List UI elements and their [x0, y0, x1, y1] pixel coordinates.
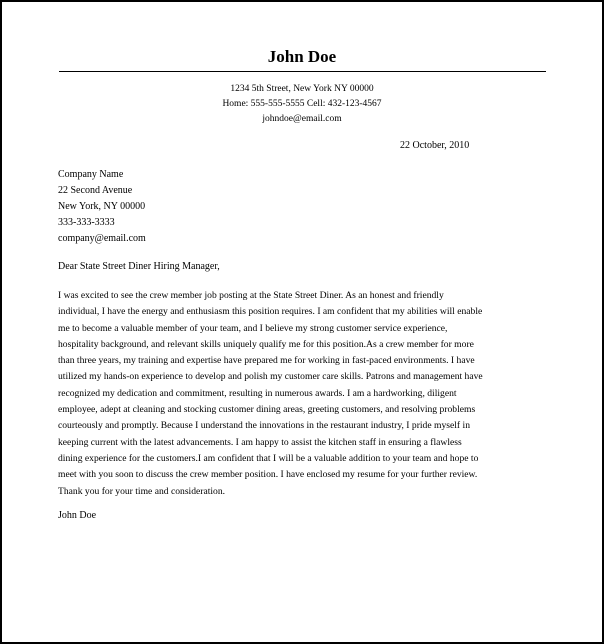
- sender-contact-block: [2, 82, 602, 127]
- body-line: than three years, my training and expertise have prepared me for working in fast-paced environments. I have: [58, 355, 475, 367]
- signoff-name: John Doe: [58, 510, 97, 521]
- header-divider: [59, 71, 546, 72]
- salutation: Dear State Street Diner Hiring Manager,: [58, 261, 220, 272]
- body-line: individual, I have the energy and enthusiasm this position requires. I am confident that my abilities will enable: [58, 306, 483, 318]
- body-line: dining experience for the customers.I am confident that I will be a valuable addition to your team and hope to: [58, 452, 479, 464]
- body-line: I was excited to see the crew member job posting at the State Street Diner. As an honest and friendly: [58, 290, 444, 301]
- recipient-company: Company Name: [58, 169, 124, 180]
- sender-name: John Doe: [267, 47, 337, 66]
- body-line: utilized my hands-on experience to develop and polish my customer care skills. Patrons and management have: [58, 371, 483, 383]
- letter-date: 22 October, 2010: [400, 140, 470, 151]
- sender-email: johndoe@email.com: [262, 114, 342, 124]
- recipient-email: company@email.com: [58, 233, 146, 244]
- sender-address: 1234 5th Street, New York NY 00000: [230, 84, 374, 94]
- body-line: meet with you soon to discuss the crew member position. I have enclosed my resume for your further review.: [58, 469, 478, 481]
- body-line: courteously and promptly. Because I understand the innovations in the restaurant industry, I pride myself in: [58, 420, 470, 432]
- body-line: me to become a valuable member of your team, and I believe my strong customer service experience,: [58, 322, 448, 334]
- body-line: hospitality background, and relevant skills uniquely qualify me for this position.As a crew member for more: [58, 338, 474, 350]
- recipient-block: [58, 167, 146, 247]
- body-line: recognized my dedication and commitment, resulting in numerous awards. I am a hardworking, diligent: [58, 387, 457, 399]
- letter-body: [58, 288, 550, 500]
- recipient-phone: 333-333-3333: [58, 217, 115, 228]
- recipient-city: New York, NY 00000: [58, 201, 146, 212]
- body-line: keeping current with the latest advancements. I am happy to assist the kitchen staff in ensuring a flawless: [58, 436, 462, 448]
- body-line: employee, adept at cleaning and stocking customer dining areas, greeting customers, and resolving problems: [58, 404, 476, 416]
- body-line: Thank you for your time and consideration.: [58, 485, 226, 497]
- sender-phones: Home: 555-555-5555 Cell: 432-123-4567: [222, 99, 382, 109]
- recipient-street: 22 Second Avenue: [58, 185, 133, 196]
